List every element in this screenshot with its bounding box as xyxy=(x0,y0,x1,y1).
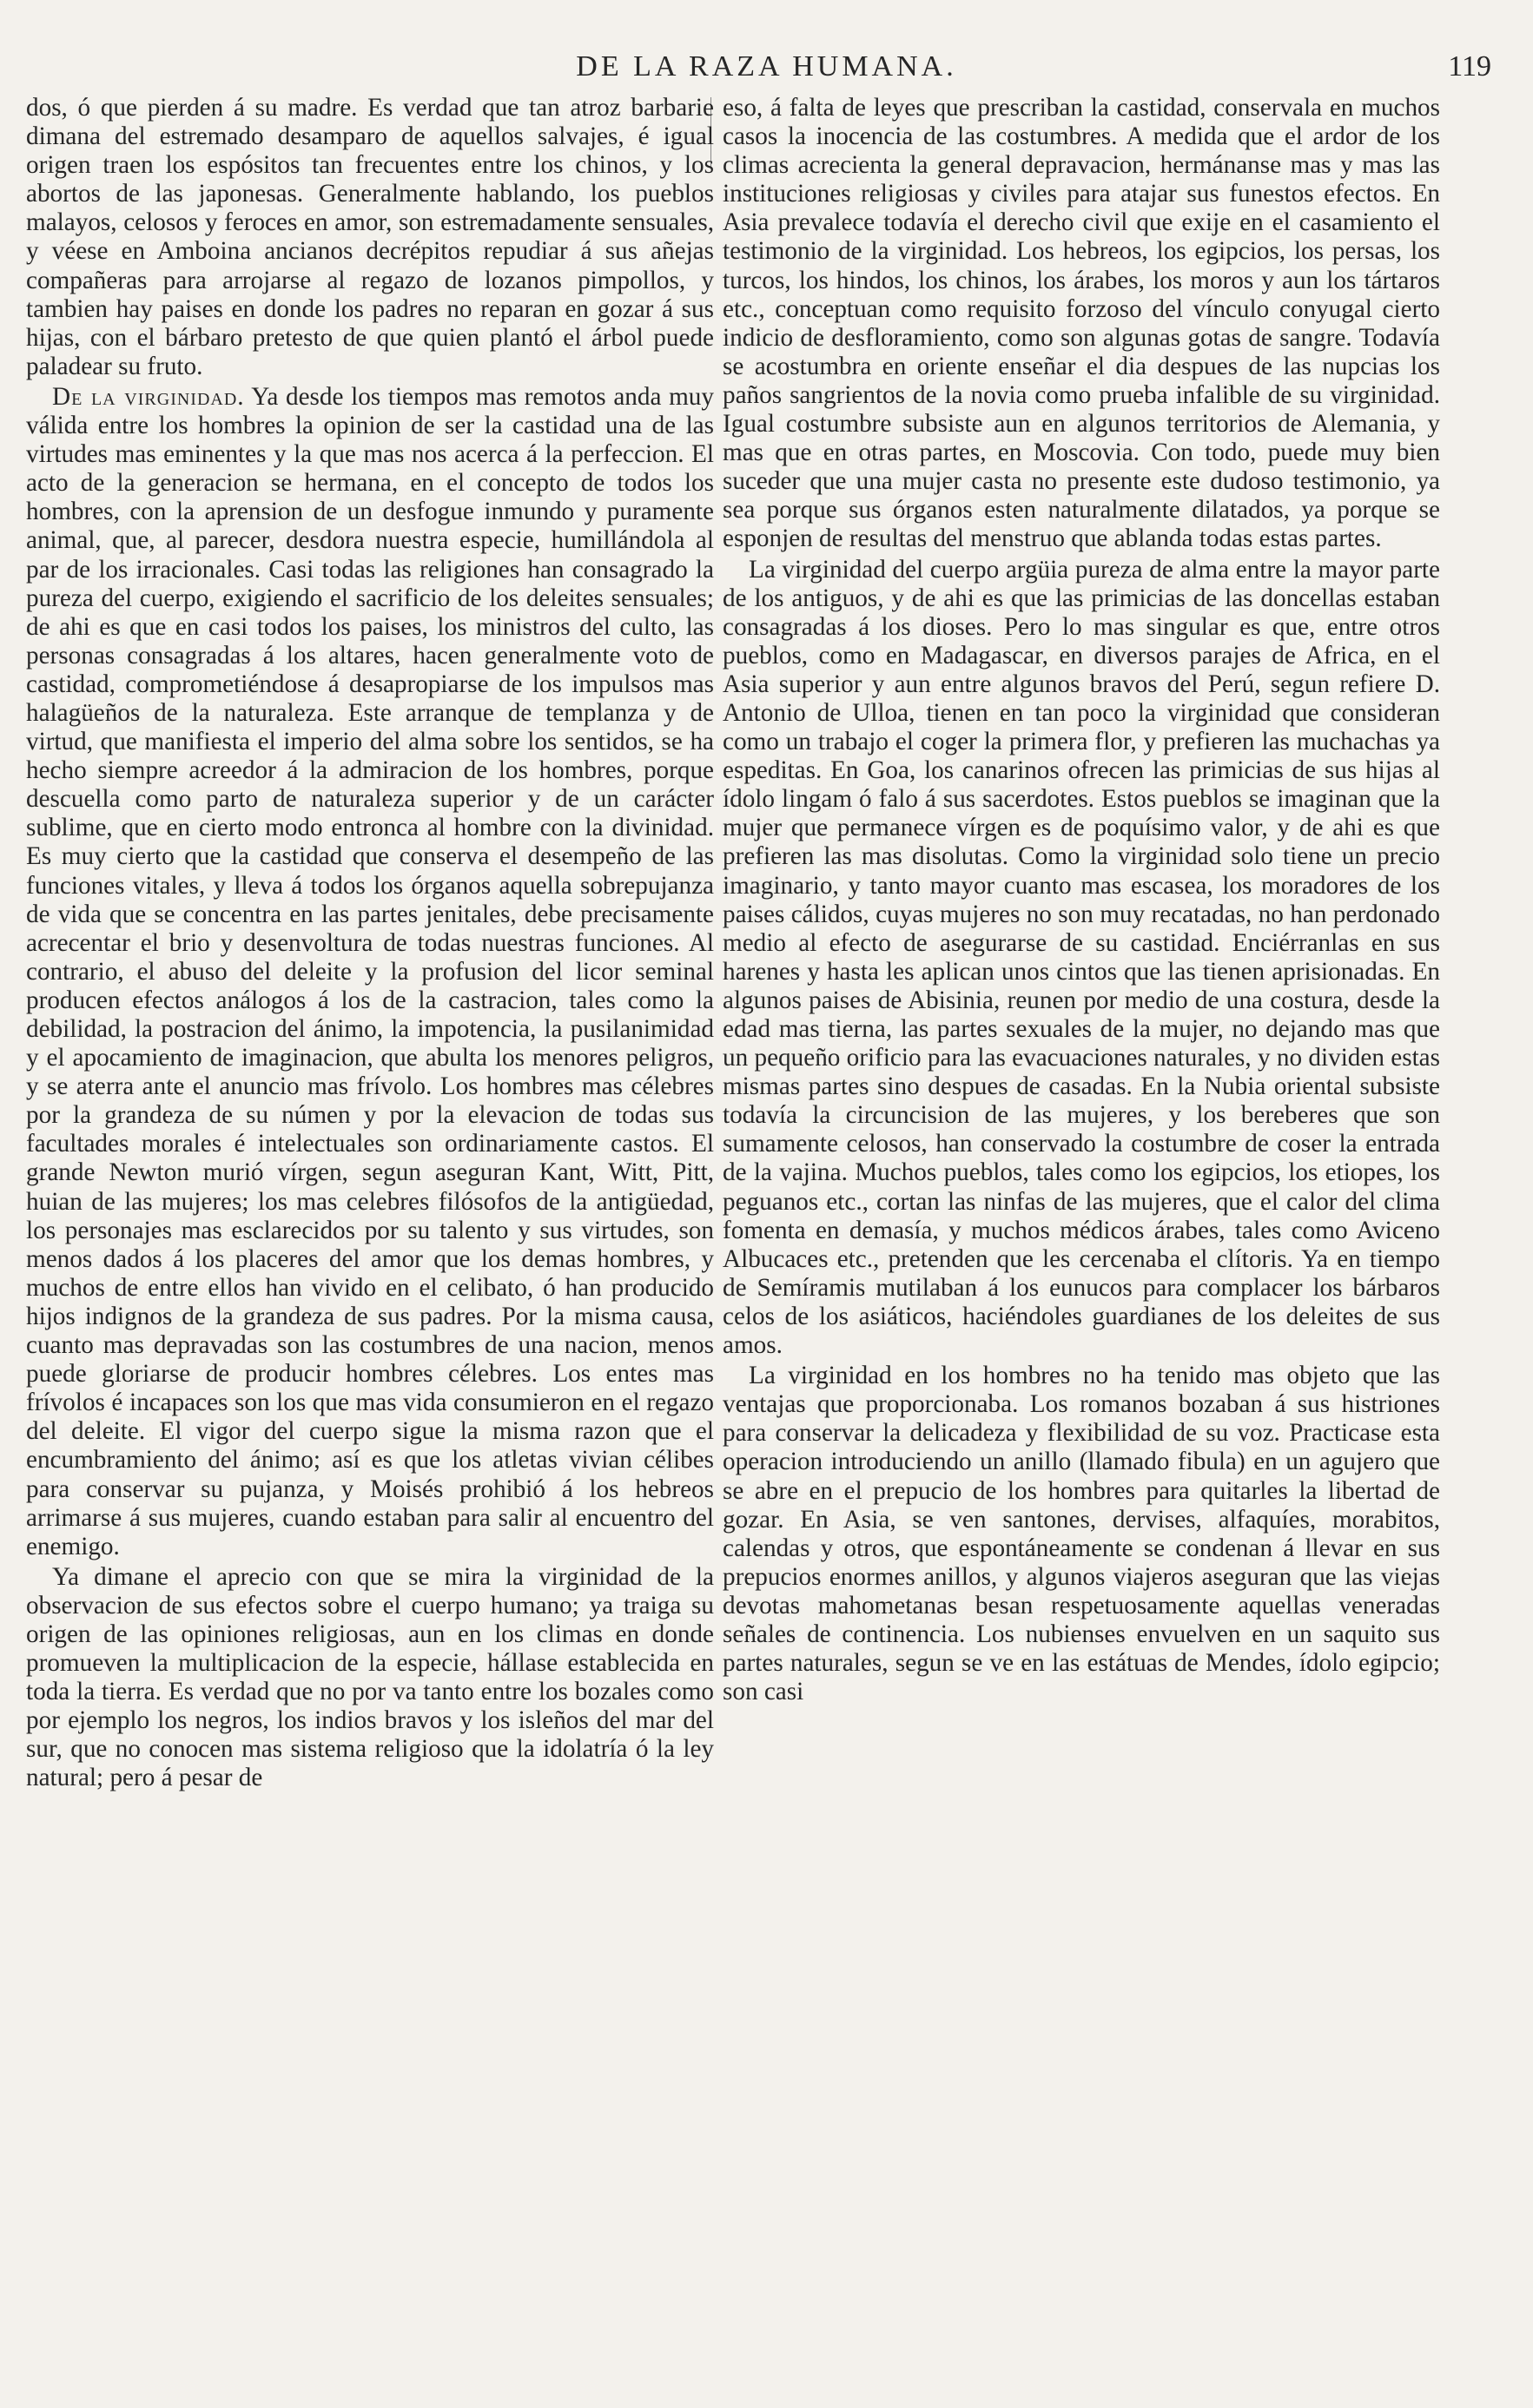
running-header xyxy=(0,50,1533,94)
running-title: DE LA RAZA HUMANA. xyxy=(576,50,957,82)
right-column xyxy=(723,94,1440,1706)
left-column xyxy=(26,94,714,1793)
right-paragraph-1: eso, á falta de leyes que prescriban la castidad, conservala en muchos casos la inocencia de las costumbres. A medida que el ardor de los climas acrecienta la general depravacion, hermánanse mas y mas las instituciones religiosas y civiles para atajar sus funestos efectos. En Asia prevalece todavía el derecho civil que exije en el casamiento el testimonio de la virginidad. Los hebreos, los egipcios, los persas, los turcos, los hindos, los chinos, los árabes, los moros y aun los tártaros etc., conceptuan como requisito forzoso del vínculo conyugal cierto indicio de desfloramiento, como son algunas gotas de sangre. Todavía se acostumbra en oriente enseñar el dia despues de las nupcias los paños sangrientos de la novia como prueba infalible de su virginidad. Igual costumbre subsiste aun en algunos territorios de Alemania, y mas que en otras partes, en Moscovia. Con todo, puede muy bien suceder que una mujer casta no presente este dudoso testimonio, ya sea porque sus órganos esten naturalmente dilatados, ya porque se esponjen de resultas del menstruo que ablanda todas estas partes. xyxy=(723,94,1440,553)
left-paragraph-2-text: Ya desde los tiempos mas remotos anda muy válida entre los hombres la opinion de ser la castidad una de las virtudes mas eminentes y la que mas nos acerca á la perfeccion. El acto de la generacion se hermana, en el concepto de todos los hombres, con la aprension de un desfogue inmundo y puramente animal, que, al parecer, desdora nuestra especie, humillándola al par de los irracionales. Casi todas las religiones han consagrado la pureza del cuerpo, exigiendo el sacrificio de los deleites sensuales; de ahi es que en casi todos los paises, los ministros del culto, las personas consagradas á los altares, hacen generalmente voto de castidad, comprometiéndose á desapropiarse de los impulsos mas halagüeños de la naturaleza. Este arranque de templanza y de virtud, que manifiesta el imperio del alma sobre los sentidos, se ha hecho siempre acreedor á la admiracion de los hombres, porque descuella como parto de naturaleza superior y de un carácter sublime, que en cierto modo entronca al hombre con la divinidad. Es muy cierto que la castidad que conserva el desempeño de las funciones vitales, y lleva á todos los órganos aquella sobrepujanza de vida que se concentra en las partes jenitales, debe precisamente acrecentar el brio y desenvoltura de todas nuestras funciones. Al contrario, el abuso del deleite y la profusion del licor seminal producen efectos análogos á los de la castracion, tales como la debilidad, la postracion del ánimo, la impotencia, la pusilanimidad y el apocamiento de imaginacion, que abulta los menores peligros, y se aterra ante el anuncio mas frívolo. Los hombres mas célebres por la grandeza de su númen y por la elevacion de todas sus facultades morales é intelectuales son ordinariamente castos. El grande Newton murió vírgen, segun aseguran Kant, Witt, Pitt, huian de las mujeres; los mas celebres filósofos de la antigüedad, los personajes mas esclarecidos por su talento y sus virtudes, son menos dados á los placeres del amor que los demas hombres, y muchos de entre ellos han vivido en el celibato, ó han producido hijos indignos de la grandeza de sus padres. Por la misma causa, cuanto mas depravadas son las costumbres de una nacion, menos puede gloriarse de producir hombres célebres. Los entes mas frívolos é incapaces son los que mas vida consumieron en el regazo del deleite. El vigor del cuerpo sigue la misma razon que el encumbramiento del ánimo; así es que los atletas vivian célibes para conservar su pujanza, y Moisés prohibió á los hebreos arrimarse á sus mujeres, cuando estaban para salir al encuentro del enemigo. xyxy=(26,382,714,1560)
page-number: 119 xyxy=(1448,50,1491,82)
right-paragraph-3: La virginidad en los hombres no ha tenido mas objeto que las ventajas que proporcionaba. Los romanos bozaban á sus histriones para conservar la delicadeza y flexibilidad de su voz. Practicase esta operacion introduciendo un anillo (llamado fibula) en un agujero que se abre en el prepucio de los hombres para quitarles la libertad de gozar. En Asia, se ven santones, dervises, alfaquíes, morabitos, calendas y otros, que espontáneamente se condenan á llevar en sus prepucios enormes anillos, y algunos viajeros aseguran que las viejas devotas mahometanas besan respetuosamente aquellas veneradas señales de continencia. Los nubienses envuelven en un saquito sus partes naturales, segun se ve en las estátuas de Mendes, ídolo egipcio; son casi xyxy=(723,1362,1440,1706)
left-paragraph-3: Ya dimane el aprecio con que se mira la virginidad de la observacion de sus efectos sobre el cuerpo humano; ya traiga su origen de las opiniones religiosas, aun en los climas en donde promueven la multiplicacion de la especie, hállase establecida en toda la tierra. Es verdad que no por va tanto entre los bozales como por ejemplo los negros, los indios bravos y los isleños del mar del sur, que no conocen mas sistema religioso que la idolatría ó la ley natural; pero á pesar de xyxy=(26,1562,714,1792)
right-paragraph-2: La virginidad del cuerpo argüia pureza de alma entre la mayor parte de los antiguos, y de ahi es que las primicias de las doncellas estaban consagradas á los dioses. Pero lo mas singular es que, entre otros pueblos, como en Madagascar, en diversos parajes de Africa, en el Asia superior y aun entre algunos bravos del Perú, segun refiere D. Antonio de Ulloa, tienen en tan poco la virginidad que consideran como un trabajo el coger la primera flor, y prefieren las muchachas ya espeditas. En Goa, los canarinos ofrecen las primicias de sus hijas al ídolo lingam ó falo á sus sacerdotes. Estos pueblos se imaginan que la mujer que permanece vírgen es de poquísimo valor, y de ahi es que prefieren las mas disolutas. Como la virginidad solo tiene un precio imaginario, y tanto mayor cuanto mas escasea, los moradores de los paises cálidos, cuyas mujeres no son muy recatadas, no han perdonado medio al efecto de asegurarse de su castidad. Enciérranlas en sus harenes y hasta les aplican unos cintos que las tienen aprisionadas. En algunos paises de Abisinia, reunen por medio de una costura, desde la edad mas tierna, las partes sexuales de la mujer, no dejando mas que un pequeño orificio para las evacuaciones naturales, y no dividen estas mismas partes sino despues de casadas. En la Nubia oriental subsiste todavía la circuncision de las mujeres, y los bereberes que son sumamente celosos, han conservado la costumbre de coser la entrada de la vajina. Muchos pueblos, tales como los egipcios, los etiopes, los peguanos etc., cortan las ninfas de las mujeres, que el calor del clima fomenta en demasía, y muchos médicos árabes, tales como Aviceno Albucaces etc., pretenden que les cercenaba el clítoris. Ya en tiempo de Semíramis mutilaban á los eunucos para complacer los bárbaros celos de los asiáticos, haciéndoles guardianes de los deleites de sus amos. xyxy=(723,555,1440,1360)
left-paragraph-1: dos, ó que pierden á su madre. Es verdad que tan atroz barbarie dimana del estremado desamparo de aquellos salvajes, é igual origen traen los espósitos tan frecuentes entre los chinos, y los abortos de las japonesas. Generalmente hablando, los pueblos malayos, celosos y feroces en amor, son estremadamente sensuales, y véese en Amboina ancianos decrépitos repudiar á sus añejas compañeras para arrojarse al regazo de lozanos pimpollos, y tambien hay paises en donde los padres no reparan en gozar á sus hijas, con el bárbaro pretesto de que quien plantó el árbol puede paladear su fruto. xyxy=(26,94,714,380)
section-heading-virginidad: De la virginidad. xyxy=(52,382,245,411)
left-paragraph-2 xyxy=(26,383,714,1561)
